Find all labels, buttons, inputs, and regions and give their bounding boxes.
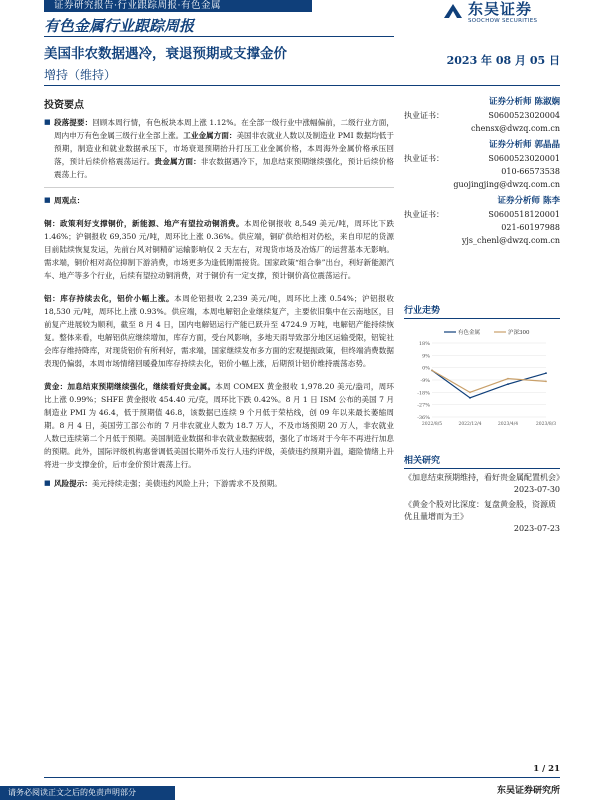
x-tick-label: 2023/4/4: [497, 422, 519, 427]
report-date: 2023 年 08 月 05 日: [446, 54, 560, 67]
trend-chart: [404, 325, 557, 435]
page-number: 1 / 21: [533, 764, 560, 774]
related-heading: 相关研究: [404, 453, 560, 469]
gold-lead: 黄金：加息结束预期继续强化，继续看好贵金属。: [44, 382, 216, 391]
analyst-email[interactable]: guojingjing@dwzq.com.cn: [453, 180, 560, 189]
bullet-icon: ■: [44, 118, 51, 126]
precious-text: 非农数据遇冷下，加息结束预期继续强化，预计后续价格震荡上行。: [54, 157, 395, 179]
summary-block: [44, 116, 394, 181]
precious-lead: 贵金属方面：: [154, 157, 201, 166]
summary-text: 回顾本周行情，有色板块本周上涨 1.12%。在全部一级行业中涨幅偏前，二级行业方面，周内申万有色金属三级行业全部上涨。: [54, 118, 395, 140]
aluminum-paragraph: [44, 292, 394, 370]
gold-paragraph: [44, 380, 394, 471]
header-strip: 证券研究报告·行业跟踪周报·有色金属: [44, 0, 312, 12]
analyst-role: 证券分析师 郭晶晶: [489, 140, 560, 150]
industrial-lead: 工业金属方面：: [183, 131, 237, 140]
copper-lead: 铜：政策利好支撑铜价，新能源、地产有望拉动铜消费。: [44, 219, 245, 228]
logo-en: SOOCHOW SECURITIES: [468, 18, 538, 24]
y-tick-label: -27%: [417, 402, 430, 409]
trend-heading: 行业走势: [404, 303, 560, 319]
summary-lead: 段落提要：: [54, 118, 93, 127]
analyst-cert: 执业证书： S0600518120001: [404, 210, 560, 219]
rating: 增持（维持）: [44, 68, 117, 82]
x-tick-label: 2022/12/4: [458, 422, 482, 427]
copper-paragraph: [44, 217, 394, 282]
analyst-phone: 021-60197988: [501, 223, 560, 232]
analyst-card-1: [404, 96, 560, 135]
analyst-email[interactable]: yjs_chenl@dwzq.com.cn: [461, 236, 560, 245]
bullet-icon: ■: [44, 479, 51, 487]
legend-label-sector: 有色金属: [458, 330, 481, 336]
analyst-phone: 010-66573538: [501, 167, 560, 176]
series-line-index: [432, 370, 546, 392]
analyst-cert: 执业证书： S0600523020004: [404, 111, 560, 120]
related-item-1[interactable]: 《加息结束预期维持，看好贵金属配置机会》: [404, 473, 564, 482]
y-tick-label: -18%: [417, 390, 430, 397]
risk-block: [44, 477, 394, 490]
y-tick-label: 9%: [422, 353, 430, 360]
series-line-sector: [432, 370, 546, 397]
footer-org: 东吴证券研究所: [496, 786, 560, 796]
x-tick-label: 2022/8/5: [421, 422, 443, 427]
report-title: 美国非农数据遇冷，衰退预期或支撑金价: [44, 46, 287, 62]
related-date-1: 2023-07-30: [513, 485, 560, 494]
sidebar: [404, 96, 564, 535]
title-divider: [44, 85, 560, 86]
risk-text: 美元持续走强；美债违约风险上升；下游需求不及预期。: [91, 479, 282, 488]
analyst-cert: 执业证书： S0600523020001: [404, 154, 560, 163]
data-point: [469, 397, 471, 399]
disclaimer: 请务必阅读正文之后的免责声明部分: [0, 786, 175, 800]
data-point: [545, 372, 547, 374]
y-tick-label: -9%: [420, 378, 430, 384]
data-point: [507, 378, 509, 380]
summary-paragraph: [54, 116, 394, 181]
data-point: [545, 380, 547, 382]
analyst-card-2: [404, 139, 560, 191]
y-tick-label: -36%: [417, 415, 430, 421]
aluminum-lead: 铝：库存持续去化，铝价小幅上涨。: [44, 294, 175, 303]
main-column: [44, 96, 394, 490]
bullet-icon: ■: [44, 196, 51, 204]
analyst-role: 证券分析师 陈李: [497, 196, 560, 206]
related-date-2: 2023-07-23: [513, 524, 560, 533]
y-tick-label: 18%: [418, 341, 430, 347]
aluminum-text: 本周伦铝报收 2,239 美元/吨，周环比上涨 0.54%；沪铝报收 18,530 元/吨，周环比上涨 0.93%。供应端，本周电解铝企业继续复产，主要依旧集中在云南地区，目前复产进展较为顺利，截至 8 月 4 日，国内电解铝运行产能已跃升至 4724.9 万吨，电解铝产能持续恢复。整体来看，电解铝供应继续增加，库存方面，受台风影响，多地天雨导致部分地区运输受限，铝锭社会库存维持降库，对现货铝价有所利好，需求端，国家继续发布多方面的宏观提振政策，但终端消费数据表现仍偏弱，本周市场情绪回暖叠加库存持续去化，铝价小幅上涨，后期预计铝价维持震荡态势。: [44, 294, 395, 368]
gold-text: 本周 COMEX 黄金报收 1,978.20 美元/盎司，周环比上涨 0.99%；SHFE 黄金报收 454.40 元/克，周环比下跌 0.42%。8 月 1 日 ISM 公布的美国 7 月制造业 PMI 为 46.4，低于预期值 46.8，该数据已连续 9 个月低于荣枯线，创 09 年以来最长萎缩周期。8 月 4 日，美国劳工部公布的 7 月非农就业人数为 18.7 万人，不及市场预期 20 万人，非农就业人数已连续第二个月低于预期。美国制造业数据和非农就业数据疲弱，强化了市场对于今年不再进行加息的预期。此外，国际评级机构惠誉调低美国长期外币发行人违约评级，美债违约预期升温，避险情绪上升将进一步支撑金价，后市金价预计震荡上行。: [44, 382, 394, 469]
investment-heading: 投资要点: [44, 100, 84, 111]
analyst-role: 证券分析师 陈淑娴: [489, 97, 560, 107]
sector-title: 有色金属行业跟踪周报: [44, 15, 394, 37]
analyst-email[interactable]: chensx@dwzq.com.cn: [470, 124, 560, 133]
divider: [44, 187, 394, 188]
data-point: [431, 370, 433, 372]
weekly-heading: 周观点：: [54, 196, 85, 205]
related-item-2[interactable]: 《黄金个股对比深度：复盘黄金股，资源质优且量增而为王》: [404, 500, 556, 521]
footer-divider: [44, 777, 560, 778]
data-point: [507, 383, 509, 385]
industrial-text: 美国非农就业人数以及制造业 PMI 数据均低于预期，制造业和就业数据承压下，市场衰退预期抬升打压工业金属价格，本周海外金属价格承压回落，预计后续价格震荡运行。: [54, 131, 395, 166]
y-tick-label: 0%: [422, 365, 430, 372]
logo-icon: [442, 2, 464, 22]
data-point: [469, 391, 471, 393]
x-tick-label: 2023/8/3: [535, 422, 557, 427]
risk-paragraph: [54, 477, 282, 490]
weekly-view-block: [44, 194, 394, 207]
analyst-card-3: [404, 195, 560, 247]
risk-lead: 风险提示：: [54, 479, 92, 488]
legend-label-index: 沪深300: [508, 330, 530, 336]
logo-cn: 东吴证券: [468, 0, 533, 18]
copper-text: 本周伦铜报收 8,549 美元/吨，周环比下跌 1.46%；沪铜报收 69,350 元/吨，周环比上涨 0.36%。供应端，铜矿供给相对仍松，来自印尼的货源目前陆续恢复发运，先前台风对铜精矿运输影响仅 2 天左右，对现货市场及冶炼厂的运营基本无影响。需求端，铜价相对高位抑制下游消费，市场更多为逢低刚需接货。国家政策“组合拳”出台，利好新能源汽车、地产等多个行业，后续有望拉动铜消费，对于铜价有一定支撑，预计铜价高位震荡运行。: [44, 219, 395, 280]
logo: [442, 0, 560, 30]
